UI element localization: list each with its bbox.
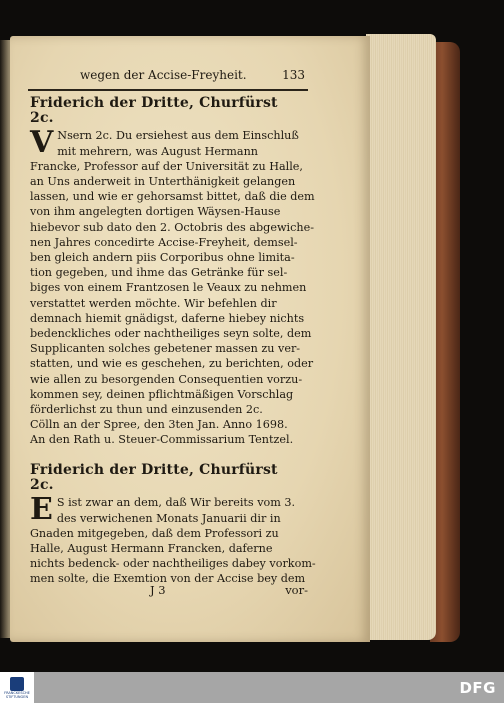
date-line: Cölln an der Spree, den 3ten Jan. Anno 1698.	[30, 418, 288, 432]
foundation-emblem-icon	[10, 677, 24, 691]
text-line: hiebevor sub dato den 2. Octobris des abgewiche-	[30, 220, 314, 234]
letter-section-1	[30, 95, 315, 448]
drop-cap: E	[30, 492, 53, 528]
catchword: vor-	[285, 583, 308, 597]
text-line: von ihm angelegten dortigen Wäysen-Hause	[30, 205, 281, 219]
text-line: des verwichenen Monats Januarii dir in	[56, 511, 281, 525]
text-line: Supplicanten solches gebetener massen zu ver-	[30, 342, 301, 356]
logo-caption: FRANCKESCHE STIFTUNGEN	[4, 690, 30, 699]
text-line: kommen sey, deinen pflichtmäßigen Vorschlag	[30, 387, 294, 401]
drop-cap: V	[30, 125, 54, 161]
viewer-footer-bar	[0, 672, 504, 703]
text-line: wie allen zu besorgenden Consequentien vorzu-	[30, 372, 303, 386]
running-head-title: wegen der Accise-Freyheit.	[80, 68, 247, 82]
header-rule	[28, 89, 308, 91]
franckesche-stiftungen-logo[interactable]	[0, 672, 34, 703]
text-line: demnach hiemit gnädigst, daferne hiebey nichts	[30, 311, 305, 325]
text-line: lassen, und wie er gehorsamst bittet, daß die dem	[30, 190, 315, 204]
text-line: men solte, die Exemtion von der Accise bey dem	[30, 572, 306, 586]
running-head	[80, 68, 305, 82]
text-line: Nsern 2c. Du ersiehest aus dem Einschluß	[57, 129, 299, 143]
signature-mark: J 3	[150, 583, 166, 597]
page-number: 133	[282, 68, 305, 82]
text-line: mit mehrern, was August Hermann	[57, 144, 258, 158]
text-line: biges von einem Frantzosen le Veaux zu nehmen	[30, 281, 307, 295]
text-line: an Uns anderweit in Unterthänigkeit gelangen	[30, 175, 296, 189]
text-line: Francke, Professor auf der Universität zu Halle,	[30, 159, 303, 173]
text-line: tion gegeben, und ihme das Getränke für sel-	[30, 266, 288, 280]
text-line: förderlichst zu thun und einzusenden 2c.	[30, 403, 263, 417]
dfg-logo[interactable]: DFG	[459, 679, 496, 697]
letter-body	[30, 492, 316, 586]
text-line: Halle, August Hermann Francken, daferne	[30, 542, 273, 556]
text-line: statten, und wie es geschehen, zu berichten, oder	[30, 357, 314, 371]
text-line: bedenckliches oder nachtheiliges seyn solte, dem	[30, 327, 312, 341]
text-line: S ist zwar an dem, daß Wir bereits vom 3.	[56, 496, 296, 510]
letter-section-2	[30, 462, 316, 587]
text-line: verstattet werden möchte. Wir befehlen dir	[30, 296, 277, 310]
section-heading: Friderich der Dritte, Churfürst 2c.	[30, 462, 278, 494]
section-heading: Friderich der Dritte, Churfürst 2c.	[30, 95, 278, 127]
addressee-line: An den Rath u. Steuer-Commissarium Tentzel.	[30, 433, 294, 447]
letter-body	[30, 125, 315, 417]
text-line: nen Jahres concedirte Accise-Freyheit, demsel-	[30, 235, 298, 249]
page-stack-edges	[366, 34, 436, 640]
text-line: Gnaden mitgegeben, daß dem Professori zu	[30, 526, 279, 540]
text-line: ben gleich andern piis Corporibus ohne limita-	[30, 251, 295, 265]
text-line: nichts bedenck- oder nachtheiliges dabey vorkom-	[30, 557, 316, 571]
page-footer	[30, 583, 308, 597]
